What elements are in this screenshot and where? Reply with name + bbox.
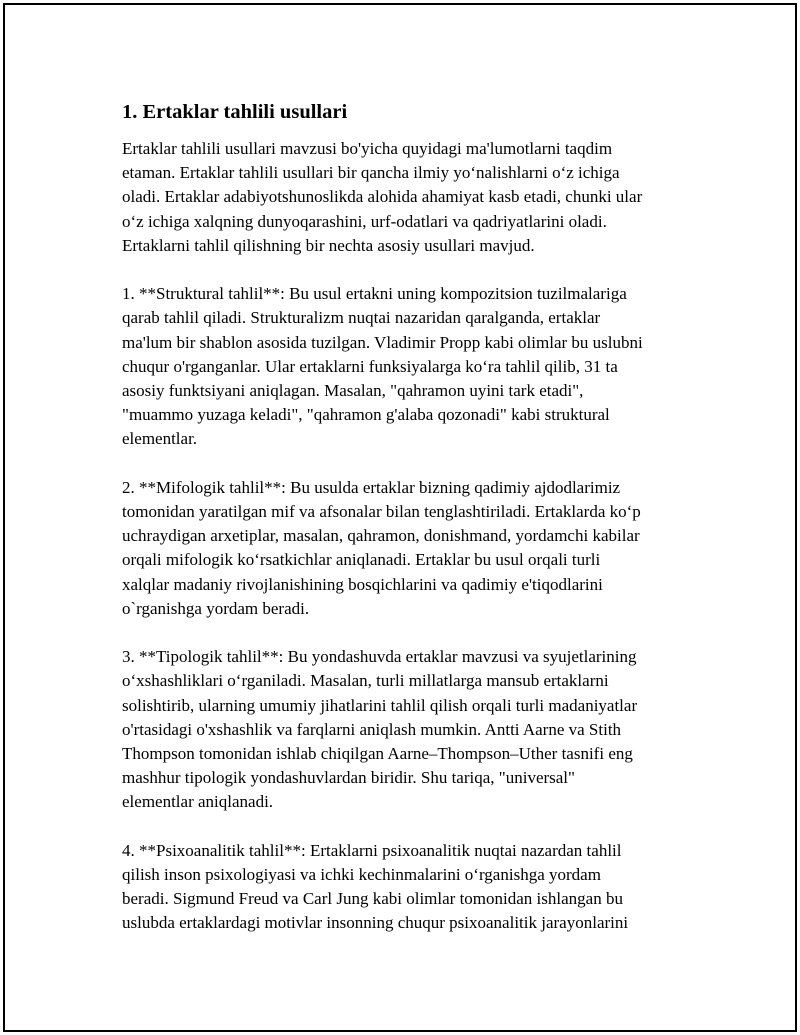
text-line: qarab tahlil qiladi. Strukturalizm nuqtai nazaridan qaralganda, ertaklar bbox=[122, 308, 601, 328]
text-line: orqali mifologik ko‘rsatkichlar aniqlanadi. Ertaklar bu usul orqali turli bbox=[122, 550, 601, 570]
text-line: o‘z ichiga xalqning dunyoqarashini, urf-odatlari va qadriyatlarini oladi. bbox=[122, 211, 607, 231]
text-line: 2. **Mifologik tahlil**: Bu usulda ertaklar bizning qadimiy ajdodlarimiz bbox=[122, 477, 621, 497]
paragraph-intro bbox=[122, 137, 678, 258]
text-line: 4. **Psixoanalitik tahlil**: Ertaklarni psixoanalitik nuqtai nazardan tahlil bbox=[122, 840, 622, 860]
text-line: 3. **Tipologik tahlil**: Bu yondashuvda ertaklar mavzusi va syujetlarining bbox=[122, 647, 637, 667]
text-line: uslubda ertaklardagi motivlar insonning chuqur psixoanalitik jarayonlarini bbox=[122, 913, 629, 933]
text-line: etaman. Ertaklar tahlili usullari bir qancha ilmiy yo‘nalishlarni o‘z ichiga bbox=[122, 163, 620, 183]
text-line: qilish inson psixologiyasi va ichki kechinmalarini o‘rganishga yordam bbox=[122, 865, 601, 885]
text-line: xalqlar madaniy rivojlanishining bosqichlarini va qadimiy e'tiqodlarini bbox=[122, 574, 603, 594]
text-line: uchraydigan arxetiplar, masalan, qahramon, donishmand, yordamchi kabilar bbox=[122, 526, 640, 546]
text-line: Ertaklarni tahlil qilishning bir nechta asosiy usullari mavjud. bbox=[122, 235, 535, 255]
page-title: 1. Ertaklar tahlili usullari bbox=[122, 101, 348, 123]
document-body bbox=[118, 91, 678, 960]
text-line: "muammo yuzaga keladi", "qahramon g'alaba qozonadi" kabi struktural bbox=[122, 405, 610, 425]
paragraph-structural bbox=[122, 282, 678, 451]
text-line: chuqur o'rganganlar. Ular ertaklarni funksiyalarga ko‘ra tahlil qilib, 31 ta bbox=[122, 356, 618, 376]
text-line: ma'lum bir shablon asosida tuzilgan. Vladimir Propp kabi olimlar bu uslubni bbox=[122, 332, 643, 352]
text-line: beradi. Sigmund Freud va Carl Jung kabi olimlar tomonidan ishlangan bu bbox=[122, 889, 623, 909]
text-line: o'rtasidagi o'xshashlik va farqlarni aniqlash mumkin. Antti Aarne va Stith bbox=[122, 719, 622, 739]
text-line: o‘xshashliklari o‘rganiladi. Masalan, turli millatlarga mansub ertaklarni bbox=[122, 671, 609, 691]
text-line: asosiy funktsiyani aniqlagan. Masalan, "qahramon uyini tark etadi", bbox=[122, 381, 584, 401]
page-frame bbox=[3, 3, 797, 1032]
text-line: mashhur tipologik yondashuvlardan biridir. Shu tariqa, "universal" bbox=[122, 768, 575, 788]
text-line: solishtirib, ularning umumiy jihatlarini tahlil qilish orqali turli madaniyatlar bbox=[122, 695, 638, 715]
text-line: elementlar aniqlanadi. bbox=[122, 792, 274, 812]
text-line: o`rganishga yordam beradi. bbox=[122, 598, 310, 618]
text-line: 1. **Struktural tahlil**: Bu usul ertakni uning kompozitsion tuzilmalariga bbox=[122, 284, 627, 304]
paragraph-psychoanalytic bbox=[122, 839, 678, 936]
text-line: Thompson tomonidan ishlab chiqilgan Aarne–Thompson–Uther tasnifi eng bbox=[122, 744, 633, 764]
paragraph-mythological bbox=[122, 476, 678, 621]
text-line: tomonidan yaratilgan mif va afsonalar bilan tenglashtiriladi. Ertaklarda ko‘p bbox=[122, 502, 641, 522]
text-line: Ertaklar tahlili usullari mavzusi bo'yicha quyidagi ma'lumotlarni taqdim bbox=[122, 139, 613, 158]
paragraph-typological bbox=[122, 645, 678, 814]
text-line: elementlar. bbox=[122, 429, 198, 449]
text-line: oladi. Ertaklar adabiyotshunoslikda alohida ahamiyat kasb etadi, chunki ular bbox=[122, 187, 643, 207]
